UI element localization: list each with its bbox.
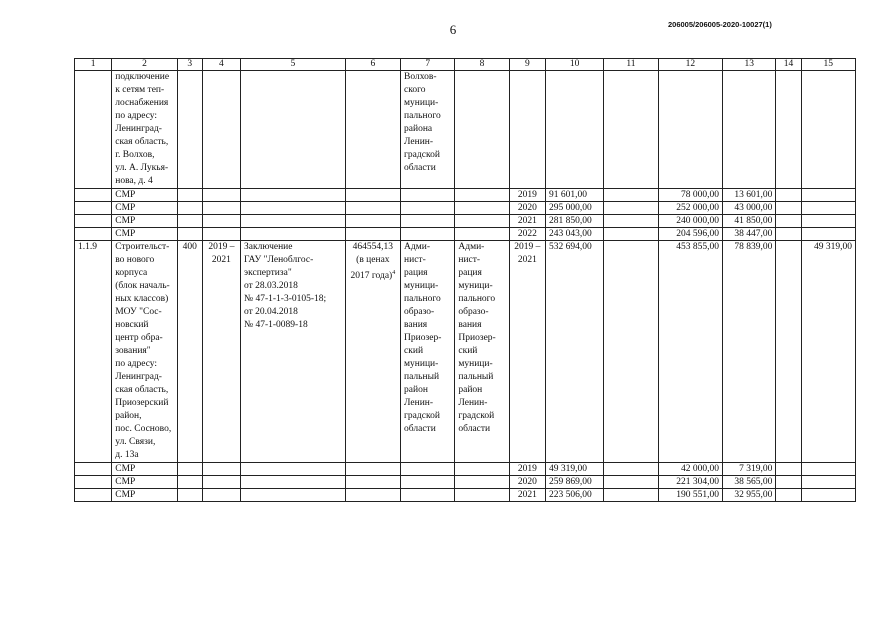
text-line: района bbox=[404, 124, 433, 134]
total-amount: 532 694,00 bbox=[545, 241, 603, 463]
text-line: по адресу: bbox=[115, 359, 158, 369]
text-line: области bbox=[404, 424, 436, 434]
period-years bbox=[509, 241, 545, 463]
work-type: СМР bbox=[112, 476, 177, 489]
smr-row bbox=[75, 476, 856, 489]
text-line: Приозер- bbox=[458, 333, 496, 343]
amount-col13: 38 447,00 bbox=[723, 228, 776, 241]
text-line: 2019 – bbox=[514, 242, 541, 252]
year: 2020 bbox=[509, 476, 545, 489]
text-line: нист- bbox=[404, 255, 426, 265]
object-description bbox=[112, 71, 177, 189]
text-line: (блок началь- bbox=[115, 281, 170, 291]
amount-col13: 7 319,00 bbox=[723, 463, 776, 476]
table-row bbox=[75, 71, 856, 189]
text-line: г. Волхов, bbox=[115, 150, 155, 160]
text-line: ская область, bbox=[115, 385, 169, 395]
text-line: Ленинград- bbox=[115, 124, 162, 134]
total-amount: 281 850,00 bbox=[545, 215, 603, 228]
amount-col12: 453 855,00 bbox=[658, 241, 722, 463]
column-number: 10 bbox=[545, 59, 603, 71]
page-number: 6 bbox=[449, 22, 457, 37]
object-description bbox=[112, 241, 177, 463]
text-line: от 28.03.2018 bbox=[244, 281, 298, 291]
amount-col13: 78 839,00 bbox=[723, 241, 776, 463]
text-line: № 47-1-1-3-0105-18; bbox=[244, 294, 327, 304]
text-line: нова, д. 4 bbox=[115, 176, 153, 186]
text-line: район bbox=[404, 385, 428, 395]
text-line: центр обра- bbox=[115, 333, 163, 343]
text-line: Заключение bbox=[244, 242, 293, 252]
work-type: СМР bbox=[112, 228, 177, 241]
smr-row bbox=[75, 215, 856, 228]
text-line: ных классов) bbox=[115, 294, 169, 304]
text-line: области bbox=[458, 424, 491, 434]
amount-col13: 13 601,00 bbox=[723, 189, 776, 202]
text-line: 2021 bbox=[517, 255, 537, 265]
text-line: Ленинград- bbox=[115, 372, 162, 382]
text-line: образо- bbox=[458, 307, 489, 317]
text-line: 2019 – bbox=[208, 242, 235, 252]
column-number: 15 bbox=[801, 59, 855, 71]
text-line: муници- bbox=[404, 98, 439, 108]
developer-name bbox=[455, 241, 509, 463]
total-amount: 295 000,00 bbox=[545, 202, 603, 215]
total-amount: 223 506,00 bbox=[545, 489, 603, 502]
text-line: район, bbox=[115, 411, 142, 421]
smr-row bbox=[75, 228, 856, 241]
text-line: ул. Связи, bbox=[115, 437, 156, 447]
text-line: Волхов- bbox=[404, 72, 437, 82]
text-line: образо- bbox=[404, 307, 435, 317]
total-amount: 243 043,00 bbox=[545, 228, 603, 241]
text-line: экспертиза" bbox=[244, 268, 292, 278]
total-amount: 259 869,00 bbox=[545, 476, 603, 489]
text-line: пального bbox=[458, 294, 496, 304]
column-number: 1 bbox=[75, 59, 112, 71]
estimated-cost bbox=[345, 241, 400, 463]
text-line: Приозерский bbox=[115, 398, 169, 408]
footnote-mark: 4 bbox=[392, 270, 396, 276]
year: 2019 bbox=[509, 463, 545, 476]
table-row-1-1-9 bbox=[75, 241, 856, 463]
period bbox=[202, 241, 240, 463]
total-amount: 91 601,00 bbox=[545, 189, 603, 202]
text-line: МОУ "Сос- bbox=[115, 307, 162, 317]
amount-col13: 43 000,00 bbox=[723, 202, 776, 215]
text-line: вания bbox=[458, 320, 482, 330]
year: 2021 bbox=[509, 215, 545, 228]
text-line: пального bbox=[404, 294, 441, 304]
work-type: СМР bbox=[112, 202, 177, 215]
text-line: муници- bbox=[404, 281, 439, 291]
text-line: муници- bbox=[458, 359, 493, 369]
text-line: 2017 года)$^4$ bbox=[350, 270, 396, 282]
year: 2021 bbox=[509, 489, 545, 502]
text-line: рация bbox=[404, 268, 428, 278]
text-line: области bbox=[404, 163, 436, 173]
column-number: 13 bbox=[723, 59, 776, 71]
row-number: 1.1.9 bbox=[75, 241, 112, 463]
total-amount: 49 319,00 bbox=[545, 463, 603, 476]
text-line: вания bbox=[404, 320, 428, 330]
smr-row bbox=[75, 202, 856, 215]
text-line: 2021 bbox=[211, 255, 231, 265]
column-number: 4 bbox=[202, 59, 240, 71]
budget-table bbox=[74, 58, 856, 502]
text-line: Ленин- bbox=[404, 137, 434, 147]
text-line: 464554,13 bbox=[352, 242, 394, 252]
text-line: Приозер- bbox=[404, 333, 442, 343]
expertise-conclusion bbox=[241, 241, 346, 463]
column-number: 6 bbox=[345, 59, 400, 71]
year: 2022 bbox=[509, 228, 545, 241]
amount-col12: 221 304,00 bbox=[658, 476, 722, 489]
text-line: по адресу: bbox=[115, 111, 158, 121]
document-id: 206005/206005-2020-10027(1) bbox=[668, 20, 772, 29]
text-line: пальный bbox=[458, 372, 494, 382]
column-number: 14 bbox=[776, 59, 801, 71]
work-type: СМР bbox=[112, 215, 177, 228]
amount-col12: 190 551,00 bbox=[658, 489, 722, 502]
text-line: нист- bbox=[458, 255, 481, 265]
amount-col13: 38 565,00 bbox=[723, 476, 776, 489]
year: 2020 bbox=[509, 202, 545, 215]
text-line: д. 13а bbox=[115, 450, 139, 460]
amount-col12: 204 596,00 bbox=[658, 228, 722, 241]
customer-name bbox=[401, 241, 455, 463]
text-line: зования" bbox=[115, 346, 151, 356]
capacity: 400 bbox=[177, 241, 202, 463]
text-line: градской bbox=[404, 411, 440, 421]
column-number: 12 bbox=[658, 59, 722, 71]
text-line: от 20.04.2018 bbox=[244, 307, 298, 317]
text-line: подключение bbox=[115, 72, 170, 82]
column-number: 2 bbox=[112, 59, 177, 71]
text-line: Адми- bbox=[458, 242, 485, 252]
text-line: пос. Сосново, bbox=[115, 424, 172, 434]
year: 2019 bbox=[509, 189, 545, 202]
text-line: градской bbox=[404, 150, 440, 160]
text-line: Ленин- bbox=[458, 398, 488, 408]
text-line: район bbox=[458, 385, 483, 395]
column-number: 9 bbox=[509, 59, 545, 71]
text-line: пального bbox=[404, 111, 441, 121]
column-number: 3 bbox=[177, 59, 202, 71]
smr-row bbox=[75, 489, 856, 502]
work-type: СМР bbox=[112, 463, 177, 476]
smr-row bbox=[75, 189, 856, 202]
column-number-row bbox=[75, 59, 856, 71]
text-line: к сетям теп- bbox=[115, 85, 165, 95]
text-line: градской bbox=[458, 411, 495, 421]
text-line: ский bbox=[404, 346, 424, 356]
text-line: новский bbox=[115, 320, 149, 330]
text-line: рация bbox=[458, 268, 482, 278]
text-line: муници- bbox=[404, 359, 439, 369]
work-type: СМР bbox=[112, 489, 177, 502]
text-line: ул. А. Лукья- bbox=[115, 163, 169, 173]
text-line: во нового bbox=[115, 255, 155, 265]
text-line: № 47-1-0089-18 bbox=[244, 320, 308, 330]
text-line: ского bbox=[404, 85, 426, 95]
column-number: 8 bbox=[455, 59, 509, 71]
amount-col13: 32 955,00 bbox=[723, 489, 776, 502]
text-line: Строительст- bbox=[115, 242, 170, 252]
customer-name bbox=[401, 71, 455, 189]
text-line: (в ценах bbox=[356, 255, 390, 265]
work-type: СМР bbox=[112, 189, 177, 202]
text-line: ский bbox=[458, 346, 478, 356]
amount-col12: 42 000,00 bbox=[658, 463, 722, 476]
amount-col15: 49 319,00 bbox=[801, 241, 855, 463]
column-number: 11 bbox=[604, 59, 658, 71]
amount-col13: 41 850,00 bbox=[723, 215, 776, 228]
text-line: Ленин- bbox=[404, 398, 434, 408]
text-line: корпуса bbox=[115, 268, 148, 278]
smr-row bbox=[75, 463, 856, 476]
text-line: муници- bbox=[458, 281, 493, 291]
text-line: ГАУ "Леноблгос- bbox=[244, 255, 314, 265]
text-line: ская область, bbox=[115, 137, 169, 147]
text-line: пальный bbox=[404, 372, 440, 382]
column-number: 5 bbox=[241, 59, 346, 71]
column-number: 7 bbox=[401, 59, 455, 71]
text-line: Адми- bbox=[404, 242, 430, 252]
amount-col12: 78 000,00 bbox=[658, 189, 722, 202]
amount-col12: 252 000,00 bbox=[658, 202, 722, 215]
amount-col12: 240 000,00 bbox=[658, 215, 722, 228]
text-line: лоснабжения bbox=[115, 98, 169, 108]
